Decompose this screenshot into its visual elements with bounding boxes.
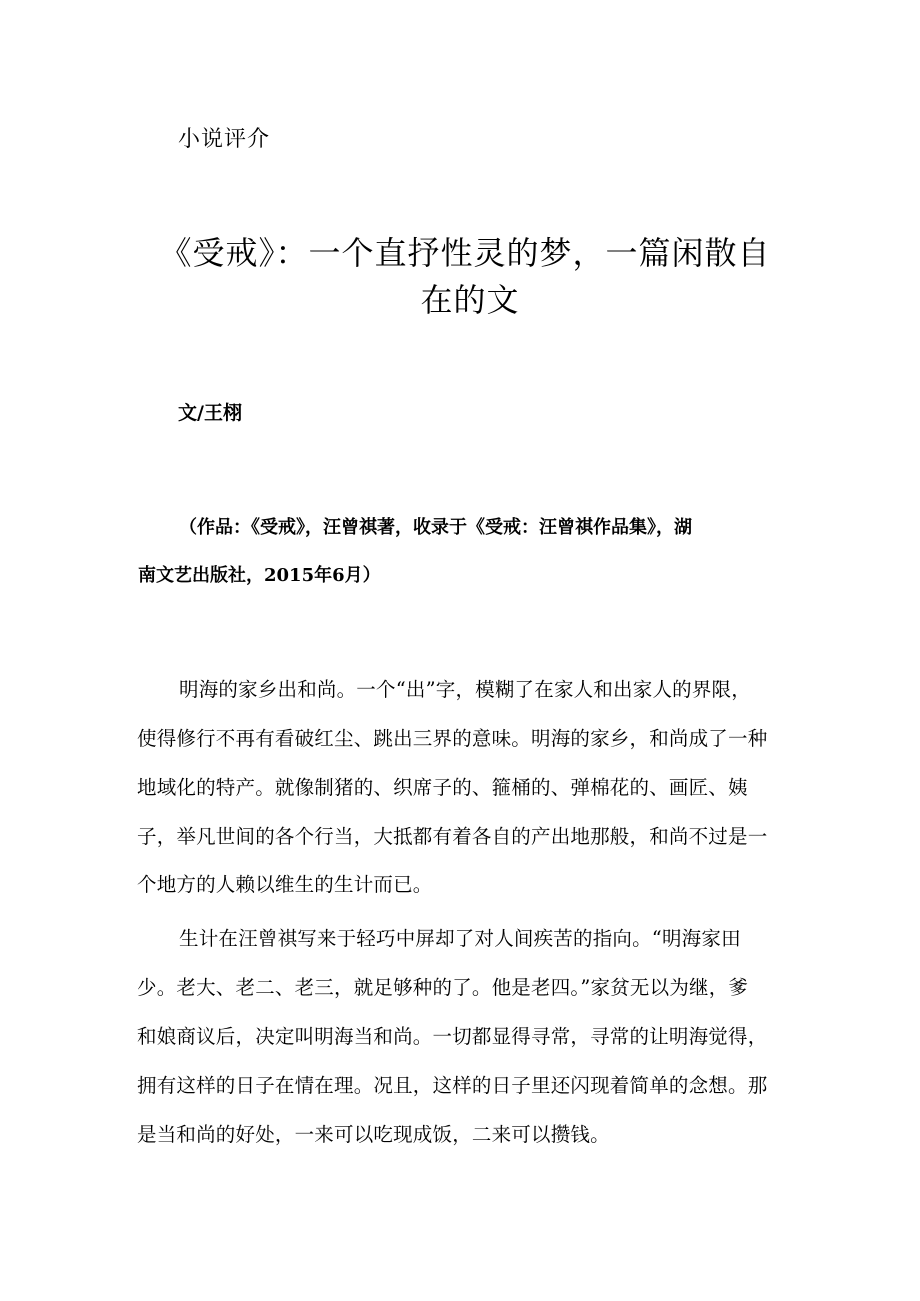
article-category: 小说评介 [178, 127, 271, 152]
paragraph-1-line-5: 个地方的人赖以维生的生计而已。 [137, 873, 433, 896]
article-author: 文/王栩 [178, 402, 242, 424]
paragraph-2-line-4: 拥有这样的日子在情在理。况且，这样的日子里还闪现着简单的念想。那 [137, 1074, 768, 1097]
paragraph-1-line-4: 子，举凡世间的各个行当，大抵都有着各自的产出地那般，和尚不过是一 [137, 825, 768, 848]
paragraph-2-line-5: 是当和尚的好处，一来可以吃现成饭，二来可以攒钱。 [137, 1123, 610, 1146]
paragraph-2-line-3: 和娘商议后，决定叫明海当和尚。一切都显得寻常，寻常的让明海觉得， [137, 1025, 768, 1048]
paragraph-1-line-2: 使得修行不再有看破红尘、跳出三界的意味。明海的家乡，和尚成了一种 [137, 727, 768, 750]
paragraph-1-line-3: 地域化的特产。就像制猪的、织席子的、箍桶的、弹棉花的、画匠、姨 [137, 776, 748, 799]
work-info-line-2: 南文艺出版社，2015年6月） [138, 565, 381, 586]
paragraph-2-line-1: 生计在汪曾祺写来于轻巧中屏却了对人间疾苦的指向。“明海家田 [179, 927, 741, 950]
paragraph-2-line-2: 少。老大、老二、老三，就足够种的了。他是老四。”家贫无以为继，爹 [137, 976, 749, 999]
article-title-line-1: 《受戒》：一个直抒性灵的梦，一篇闲散自 [159, 234, 771, 272]
paragraph-1-line-1: 明海的家乡出和尚。一个“出”字，模糊了在家人和出家人的界限， [179, 678, 751, 701]
article-title-line-2: 在的文 [420, 281, 520, 319]
work-info-line-1: （作品：《受戒》，汪曾祺著，收录于《受戒：汪曾祺作品集》，湖 [179, 517, 692, 538]
